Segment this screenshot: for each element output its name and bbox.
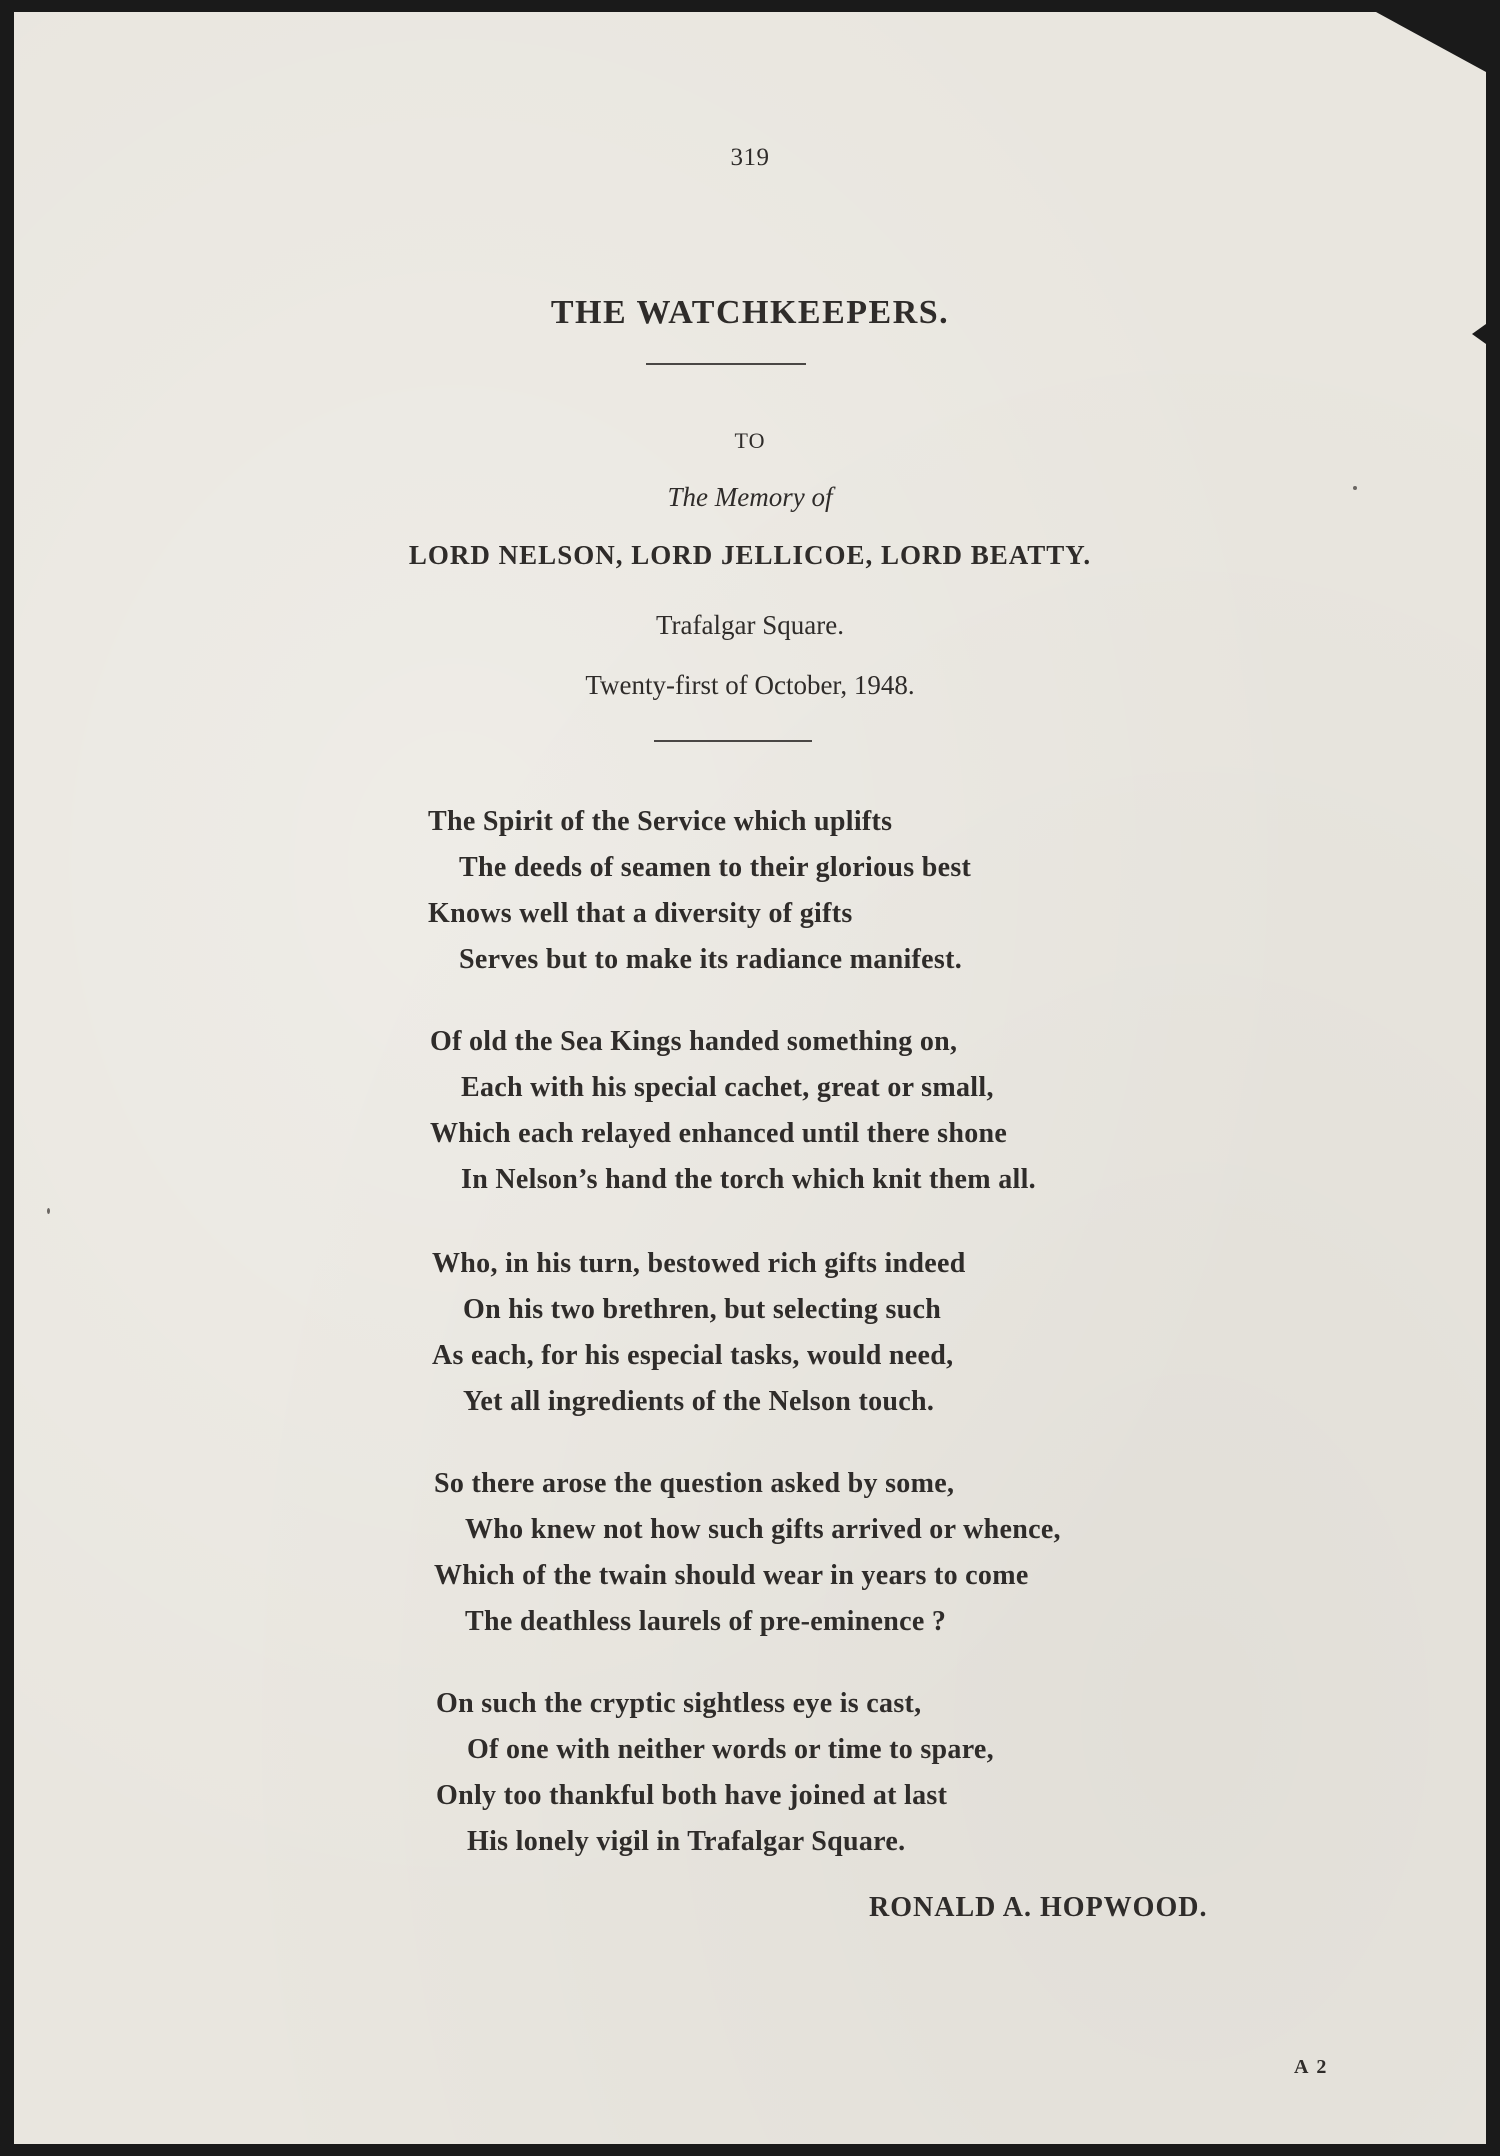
poem-title: THE WATCHKEEPERS. bbox=[550, 294, 950, 331]
dedication-memory: The Memory of bbox=[667, 482, 833, 512]
poem-line: The deeds of seamen to their glorious best bbox=[459, 852, 972, 883]
dedication-names: LORD NELSON, LORD JELLICOE, LORD BEATTY. bbox=[408, 540, 1092, 570]
poem-line: His lonely vigil in Trafalgar Square. bbox=[467, 1826, 906, 1857]
poem-line: Who knew not how such gifts arrived or whence, bbox=[465, 1514, 1061, 1545]
poem-line: Who, in his turn, bestowed rich gifts indeed bbox=[432, 1248, 966, 1279]
poem-line: The deathless laurels of pre-eminence ? bbox=[465, 1606, 947, 1637]
poem-line: The Spirit of the Service which uplifts bbox=[428, 806, 893, 837]
dedication-place: Trafalgar Square. bbox=[656, 610, 844, 640]
poem-line: In Nelson’s hand the torch which knit them all. bbox=[461, 1164, 1036, 1195]
poem-line: On his two brethren, but selecting such bbox=[463, 1294, 942, 1325]
poem-line: Each with his special cachet, great or small, bbox=[461, 1072, 994, 1103]
dedication-date: Twenty-first of October, 1948. bbox=[585, 670, 915, 700]
poem-line: Yet all ingredients of the Nelson touch. bbox=[463, 1386, 935, 1417]
printer-signature-mark: A 2 bbox=[1294, 2056, 1329, 2078]
poem-line: Of old the Sea Kings handed something on, bbox=[430, 1026, 958, 1057]
dedication-to: TO bbox=[734, 428, 766, 453]
poem-line: Serves but to make its radiance manifest. bbox=[459, 944, 963, 975]
poem-line: Knows well that a diversity of gifts bbox=[428, 898, 853, 929]
poem-line: On such the cryptic sightless eye is cast, bbox=[436, 1688, 922, 1719]
page-number: 319 bbox=[730, 144, 770, 171]
poem-line: Only too thankful both have joined at last bbox=[436, 1780, 948, 1811]
document-page bbox=[14, 12, 1486, 2144]
author-signature: RONALD A. HOPWOOD. bbox=[869, 1892, 1208, 1923]
paper-speck bbox=[1353, 486, 1357, 490]
poem-line: So there arose the question asked by some, bbox=[434, 1468, 955, 1499]
paper-speck bbox=[47, 1208, 50, 1214]
poem-line: Of one with neither words or time to spare, bbox=[467, 1734, 994, 1765]
poem-body bbox=[14, 12, 1486, 2144]
poem-line: Which each relayed enhanced until there shone bbox=[430, 1118, 1008, 1149]
poem-line: Which of the twain should wear in years to come bbox=[434, 1560, 1029, 1591]
poem-line: As each, for his especial tasks, would need, bbox=[432, 1340, 954, 1371]
